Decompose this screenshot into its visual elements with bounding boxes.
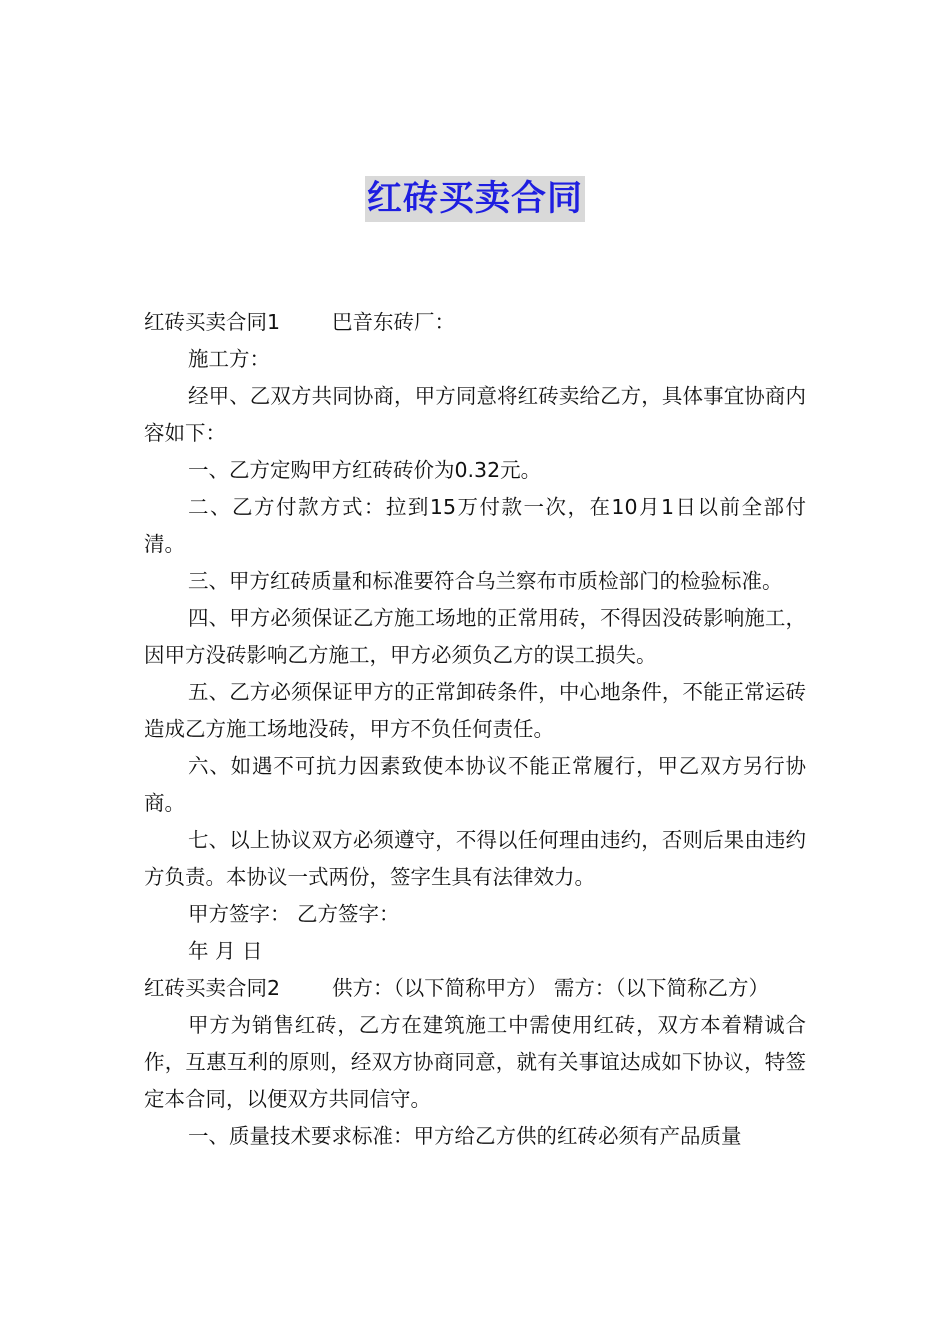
contract1-party-b: 施工方： (188, 347, 270, 371)
contract1-clause-2: 二、乙方付款方式：拉到15万付款一次，在10月1日以前全部付清。 (144, 495, 806, 556)
contract1-date: 年 月 日 (188, 939, 263, 963)
contract2-intro: 甲方为销售红砖，乙方在建筑施工中需使用红砖，双方本着精诚合作，互惠互利的原则，经双方协商同意，就有关事谊达成如下协议，特签定本合同，以便双方共同信守。 (144, 1013, 806, 1111)
contract1-heading-line (144, 304, 806, 341)
contract1-clause-1: 一、乙方定购甲方红砖砖价为0.32元。 (188, 458, 542, 482)
document-body (144, 304, 806, 1155)
contract2-parties: 供方：（以下简称甲方） 需方：（以下简称乙方） (332, 976, 770, 1000)
contract1-intro: 经甲、乙双方共同协商，甲方同意将红砖卖给乙方，具体事宜协商内容如下： (144, 384, 806, 445)
contract1-clause-6: 六、如遇不可抗力因素致使本协议不能正常履行，甲乙双方另行协商。 (144, 754, 806, 815)
document-title: 红砖买卖合同 (365, 176, 585, 222)
contract1-clause-3: 三、甲方红砖质量和标准要符合乌兰察布市质检部门的检验标准。 (188, 569, 783, 593)
contract1-party-a: 巴音东砖厂： (332, 310, 456, 334)
contract2-heading-line (144, 970, 806, 1007)
contract1-clause-5: 五、乙方必须保证甲方的正常卸砖条件，中心地条件，不能正常运砖造成乙方施工场地没砖，甲方不负任何责任。 (144, 680, 806, 741)
contract1-signatures: 甲方签字： 乙方签字： (188, 902, 400, 926)
contract1-heading: 红砖买卖合同1 (144, 310, 281, 334)
contract1-clause-7: 七、以上协议双方必须遵守，不得以任何理由违约，否则后果由违约方负责。本协议一式两份，签字生具有法律效力。 (144, 828, 806, 889)
contract2-clause-1: 一、质量技术要求标准：甲方给乙方供的红砖必须有产品质量 (188, 1124, 742, 1148)
contract2-heading: 红砖买卖合同2 (144, 976, 281, 1000)
contract1-clause-4: 四、甲方必须保证乙方施工场地的正常用砖，不得因没砖影响施工，因甲方没砖影响乙方施工，甲方必须负乙方的误工损失。 (144, 606, 806, 667)
title-container (0, 176, 950, 222)
